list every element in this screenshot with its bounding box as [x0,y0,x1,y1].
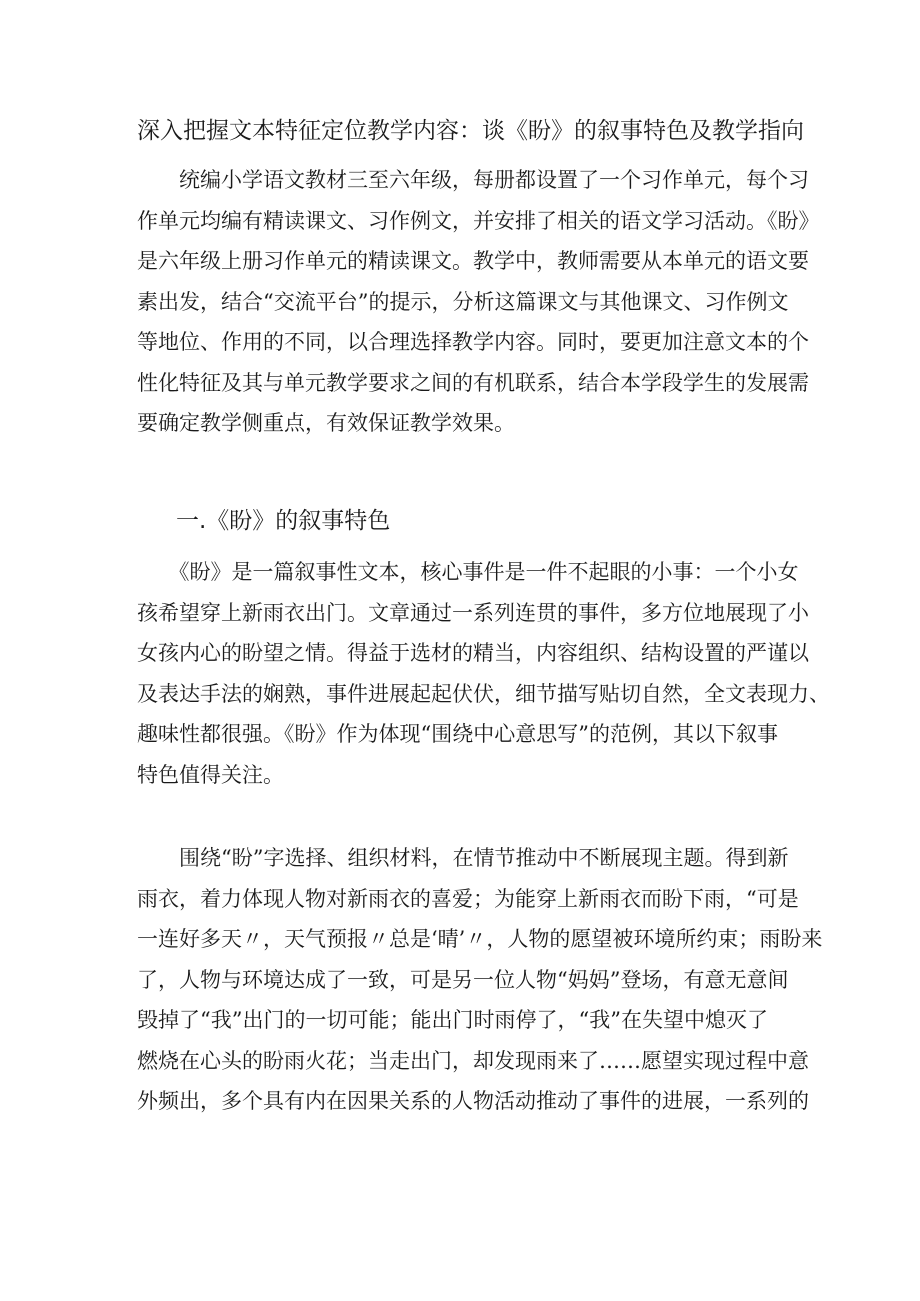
text-line: 及表达手法的娴熟，事件进展起起伏伏，细节描写贴切自然，全文表现力、 [137,681,830,706]
text-line: 作单元均编有精读课文、习作例文，并安排了相关的语文学习活动。《盼》 [137,208,820,233]
text-line: 女孩内心的盼望之情。得益于选材的精当，内容组织、结构设置的严谨以 [137,641,809,665]
paragraph-material-selection [137,838,823,1122]
text-line: 趣味性都很强。《盼》作为体现“围绕中心意思写”的范例，其以下叙事 [137,722,778,746]
text-line: 特色值得关注。 [137,762,284,787]
document-title: 深入把握文本特征定位教学内容：谈《盼》的叙事特色及教学指向 [137,118,804,144]
text-line: 雨衣，着力体现人物对新雨衣的喜爱；为能穿上新雨衣而盼下雨，“可是 [137,886,799,911]
text-line: 等地位、作用的不同，以合理选择教学内容。同时，要更加注意文本的个 [137,330,809,354]
text-line: 素出发，结合“交流平台”的提示，分析这篇课文与其他课文、习作例文 [137,289,789,314]
text-line: 外频出，多个具有内在因果关系的人物活动推动了事件的进展，一系列的 [137,1089,809,1113]
text-line: 性化特征及其与单元教学要求之间的有机联系，结合本学段学生的发展需 [137,370,809,395]
text-line: 统编小学语文教材三至六年级，每册都设置了一个习作单元，每个习 [137,168,809,192]
text-line: 了，人物与环境达成了一致，可是另一位人物“妈妈”登场，有意无意间 [137,967,789,992]
text-line: 要确定教学侧重点，有效保证教学效果。 [137,411,515,435]
text-line: 燃烧在心头的盼雨火花；当走出门，却发现雨来了……愿望实现过程中意 [137,1048,809,1073]
text-line: 孩希望穿上新雨衣出门。文章通过一系列连贯的事件，多方位地展现了小 [137,600,809,625]
text-line: 一连好多天〃，天气预报〃总是‘晴’〃，人物的愿望被环境所约束；雨盼来 [137,927,823,951]
text-line: 是六年级上册习作单元的精读课文。教学中，教师需要从本单元的语文要 [137,249,809,273]
text-line: 围绕“盼”字选择、组织材料，在情节推动中不断展现主题。得到新 [137,846,789,870]
paragraph-intro [137,160,820,444]
section-heading: 一.《盼》的叙事特色 [176,508,391,534]
text-line: 《盼》是一篇叙事性文本，核心事件是一件不起眼的小事：一个小女 [137,560,799,584]
text-line: 毁掉了“我”出门的一切可能；能出门时雨停了，“我”在失望中熄灭了 [137,1008,768,1032]
paragraph-narrative-features [137,552,830,795]
